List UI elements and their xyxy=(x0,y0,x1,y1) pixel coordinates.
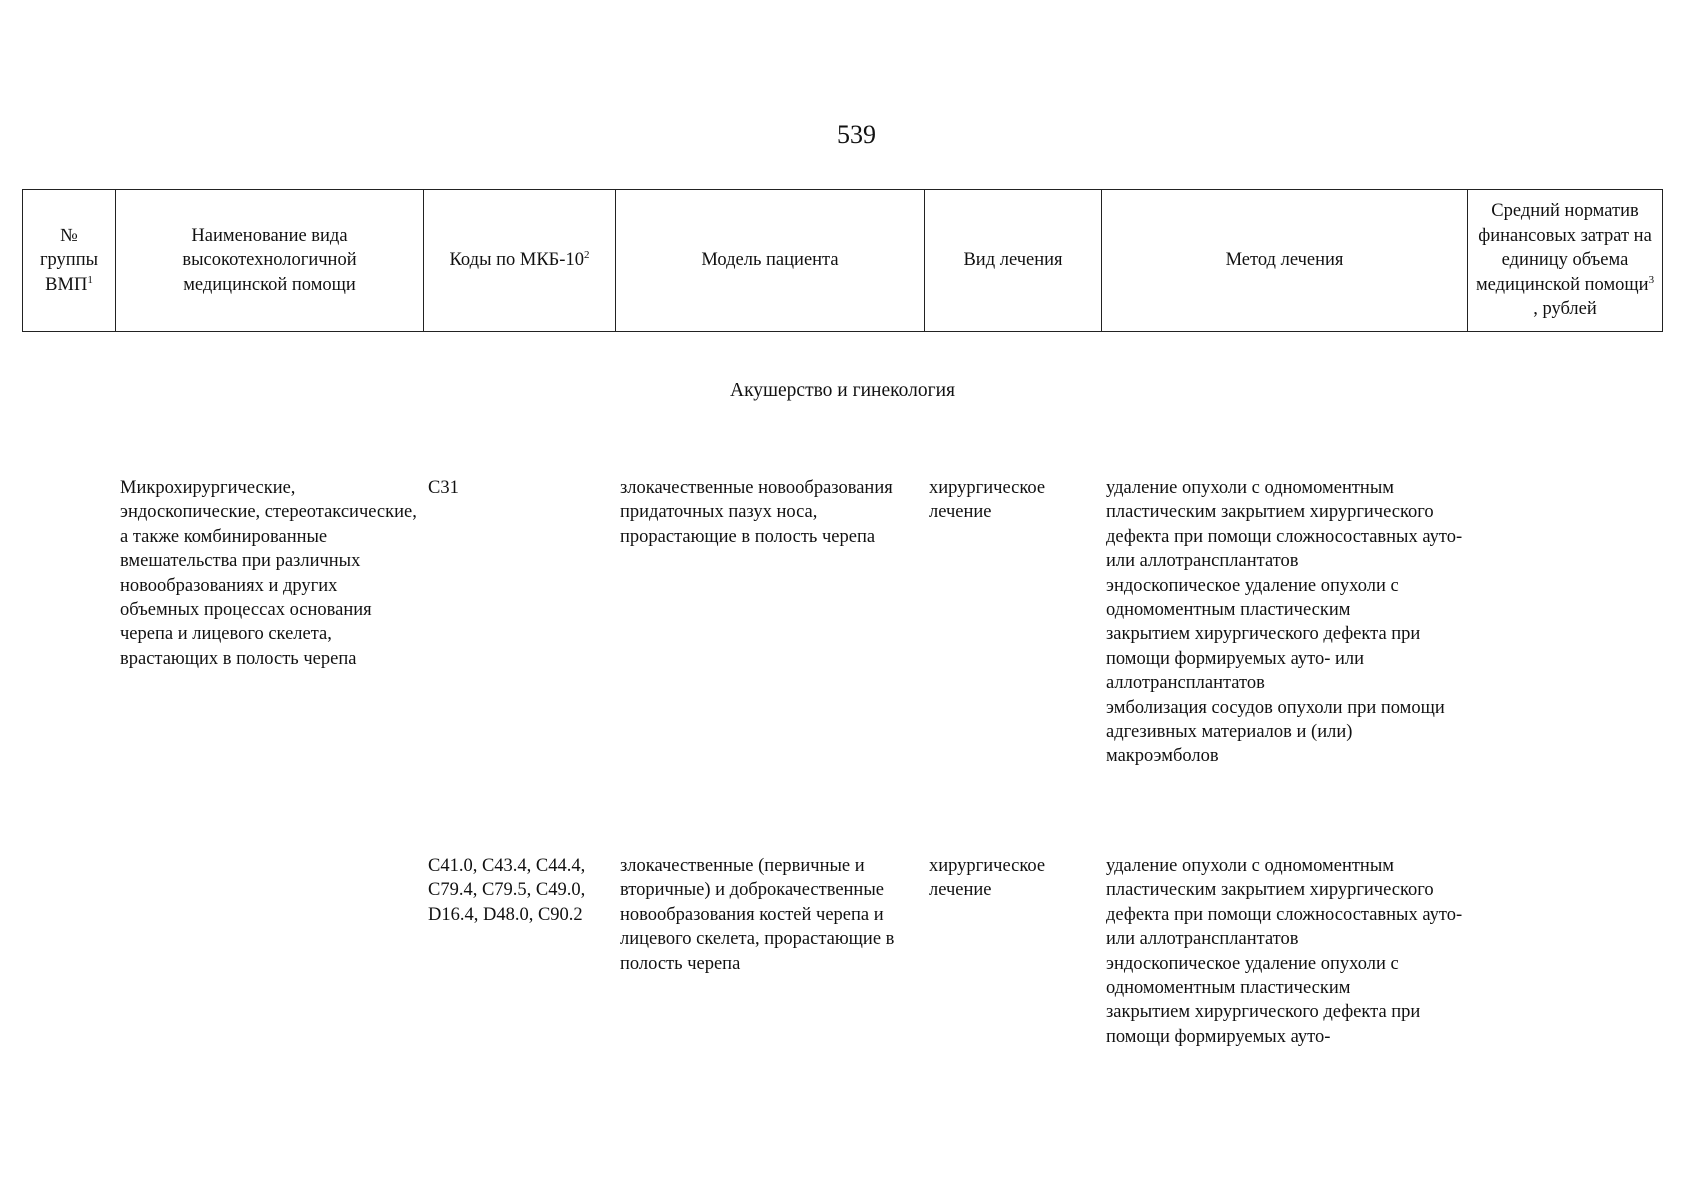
row1-method-3: эмболизация сосудов опухоли при помощи адгезивных материалов и (или) макроэмболов xyxy=(1106,697,1445,767)
row2-patient-model xyxy=(620,854,918,976)
header-treatment-type-text: Вид лечения xyxy=(963,250,1063,271)
header-treatment-method-text: Метод лечения xyxy=(1225,250,1344,271)
row2-method-2: эндоскопическое удаление опухоли с одномоментным пластическим закрытием хирургического дефекта при помощи формируемых ауто- xyxy=(1106,953,1421,1047)
row1-codes-text: C31 xyxy=(428,478,459,498)
header-care-type-text: Наименование вида высокотехнологичной медицинской помощи xyxy=(182,225,357,295)
header-patient-model xyxy=(616,190,925,332)
header-treatment-type xyxy=(925,190,1102,332)
header-group-number-line3: ВМП xyxy=(45,274,88,295)
header-row xyxy=(23,190,1663,332)
header-cost-standard xyxy=(1468,190,1663,332)
header-group-number xyxy=(23,190,116,332)
row2-methods xyxy=(1106,854,1464,1049)
header-icd-codes xyxy=(424,190,616,332)
header-cost-standard-text: Средний норматив финансовых затрат на единицу объема медицинской помощи xyxy=(1475,201,1652,295)
row2-treatment xyxy=(929,854,1069,903)
row1-treatment-text: хирургическое лечение xyxy=(929,478,1046,523)
header-care-type xyxy=(116,190,424,332)
footnote-ref-1: 1 xyxy=(87,273,93,286)
header-group-number-line1: № xyxy=(60,225,78,246)
row2-codes-text: C41.0, C43.4, C44.4, C79.4, C79.5, C49.0, D16.4, D48.0, C90.2 xyxy=(428,856,586,925)
care-type-cell xyxy=(120,476,418,671)
row2-patient-model-text: злокачественные (первичные и вторичные) и доброкачественные новообразования костей черепа и лицевого скелета, прорастающие в полость черепа xyxy=(620,856,895,974)
row2-codes xyxy=(428,854,606,927)
header-cost-standard-tail: , рублей xyxy=(1533,299,1597,320)
footnote-ref-3: 3 xyxy=(1648,273,1655,286)
row1-codes xyxy=(428,476,603,500)
row1-method-1: удаление опухоли с одномоментным пластическим закрытием хирургического дефекта при помощи сложносоставных ауто- или аллотрансплантатов xyxy=(1106,478,1463,572)
header-treatment-method xyxy=(1102,190,1468,332)
section-title: Акушерство и гинекология xyxy=(729,380,956,401)
row2-treatment-text: хирургическое лечение xyxy=(929,856,1046,901)
row2-method-1: удаление опухоли с одномоментным пластическим закрытием хирургического дефекта при помощи сложносоставных ауто- или аллотрансплантатов xyxy=(1106,856,1463,950)
footnote-ref-2: 2 xyxy=(583,249,590,262)
header-group-number-line2: группы xyxy=(39,250,99,271)
header-icd-codes-text: Коды по МКБ-10 xyxy=(449,250,584,271)
row1-patient-model xyxy=(620,476,910,549)
row1-methods xyxy=(1106,476,1464,769)
row1-patient-model-text: злокачественные новообразования придаточных пазух носа, прорастающие в полость черепа xyxy=(620,478,893,547)
header-patient-model-text: Модель пациента xyxy=(701,250,839,271)
care-type-text: Микрохирургические, эндоскопические, стереотаксические, а также комбинированные вмешательства при различных новообразованиях и других объемных процессах основания черепа и лицевого скелета, врастающих в полость черепа xyxy=(120,478,417,669)
row1-method-2: эндоскопическое удаление опухоли с одномоментным пластическим закрытием хирургического дефекта при помощи формируемых ауто- или аллотрансплантатов xyxy=(1106,575,1421,694)
column-header-table xyxy=(22,189,1663,332)
row1-treatment xyxy=(929,476,1069,525)
page-number: 539 xyxy=(837,120,876,149)
